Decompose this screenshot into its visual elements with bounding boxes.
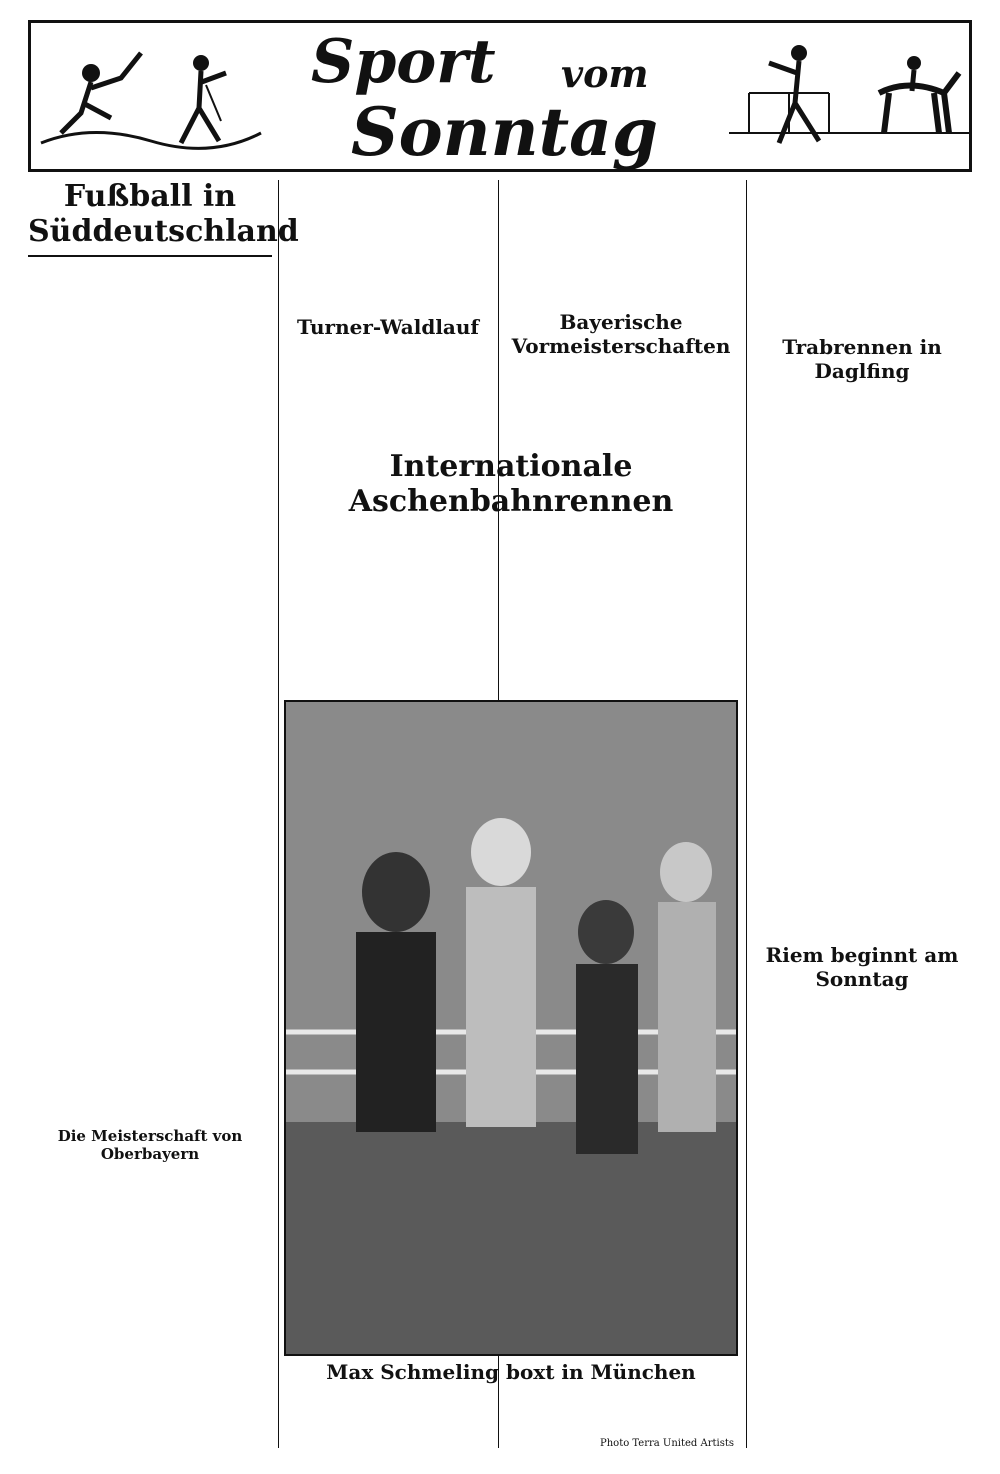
column-4 <box>752 180 972 1448</box>
masthead-title <box>271 23 729 169</box>
headline-fussball: Fußball in Süddeutschland <box>28 179 299 249</box>
headline-trabrennen: Trabrennen in Daglfing <box>782 335 942 383</box>
column-rule <box>746 180 747 1448</box>
masthead-word-vom: vom <box>561 51 649 96</box>
headline-turner-waldlauf: Turner-Waldlauf <box>296 315 480 339</box>
column-1 <box>28 179 299 1448</box>
masthead-word-sport: Sport <box>311 27 496 97</box>
headline-riem: Riem beginnt am Sonntag <box>765 943 959 991</box>
boxing-photo <box>284 700 738 1356</box>
boxing-photo-image <box>286 702 738 1356</box>
sports-illustration-left <box>31 23 271 169</box>
headline-meisterschaft-oberbayern: Die Meisterschaft von Oberbayern <box>57 1127 243 1163</box>
photo-caption-title: Max Schmeling boxt in München <box>326 1360 696 1384</box>
photo-credit: Photo Terra United Artists <box>600 1438 735 1449</box>
sports-illustration-right <box>729 23 969 169</box>
divider <box>28 255 272 257</box>
masthead <box>28 20 972 172</box>
masthead-word-sonntag: Sonntag <box>351 93 659 171</box>
headline-bayerische-vormeisterschaften: Bayerische Vormeisterschaften <box>511 310 731 358</box>
headline-international: Internationale Aschenbahnrennen <box>348 449 674 519</box>
column-rule <box>278 180 279 1448</box>
